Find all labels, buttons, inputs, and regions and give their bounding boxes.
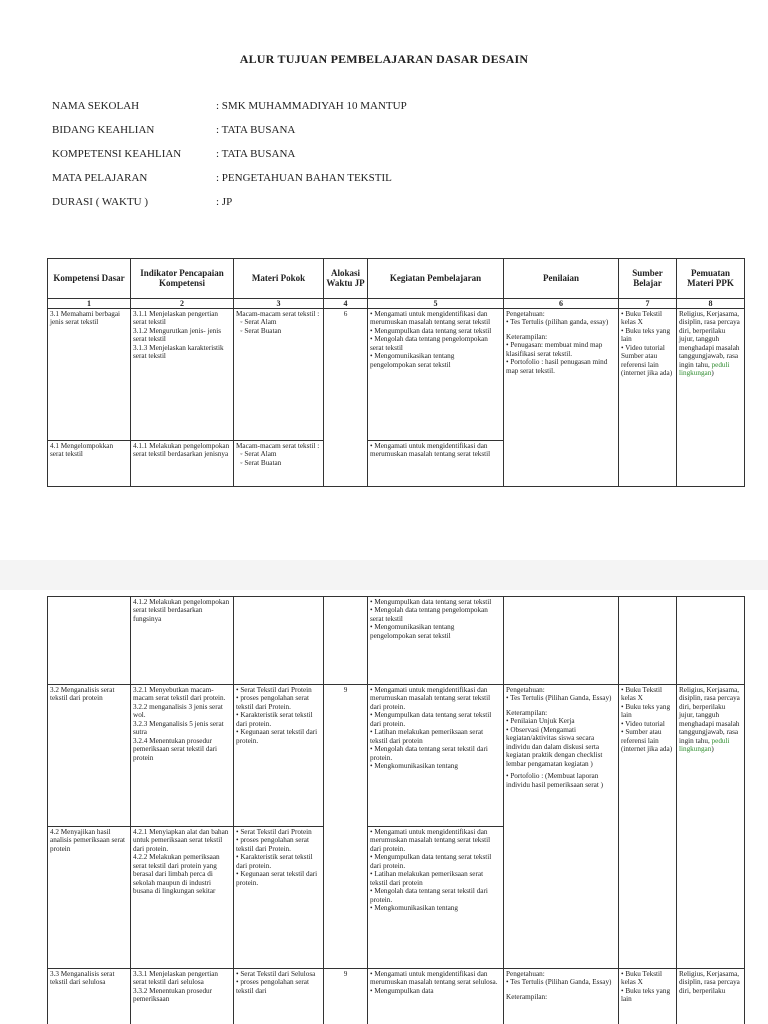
table-row (48, 969, 745, 1024)
column-number: 7 (619, 299, 677, 309)
header-cell: Pemuatan Materi PPK (677, 259, 745, 299)
ipk-cell (131, 827, 234, 969)
materi-item: • Serat Tekstil dari Selulosa (236, 970, 316, 978)
materi-item: • Kegunaan serat tekstil dari protein. (236, 728, 318, 745)
kegiatan-cell (368, 685, 504, 827)
ipk-cell (131, 969, 234, 1024)
kd-cell: 4.2 Menyajikan hasil analisis pemeriksaan serat protein (48, 827, 131, 969)
header-cell: Kompetensi Dasar (48, 259, 131, 299)
materi-item: • proses pengolahan serat tekstil dari Protein. (236, 836, 309, 853)
materi-cell (234, 441, 324, 487)
penilaian-item: Keterampilan: (506, 992, 548, 1001)
ppk-highlight: peduli lingkungan (679, 736, 730, 754)
penilaian-item: • Portofolio : hasil penugasan mind map serat tekstil. (506, 358, 608, 375)
header-cell: Materi Pokok (234, 259, 324, 299)
sumber-item: • Video tutorial Sumber atau referensi lain (internet jika ada) (621, 343, 673, 378)
sumber-item: • Buku teks yang lain (621, 986, 671, 1004)
sumber-item: • Buku teks yang lain (621, 326, 671, 344)
kegiatan-item: • Mengomunikasikan tentang pengelompokan serat tekstil (370, 352, 455, 369)
penilaian-item: • Portofolio : (Membuat laporan individu hasil pemeriksaan serat ) (506, 772, 604, 789)
kegiatan-item: • Mengolah data tentang pengelompokan serat tekstil (370, 606, 488, 623)
ppk-cell: Religius, Kerjasama, disiplin, rasa percaya diri, berperilaku (677, 969, 745, 1024)
column-number: 6 (504, 299, 619, 309)
kegiatan-item: • Mengamati untuk mengidentifikasi dan merumuskan masalah tentang serat tekstil dari protein. (370, 828, 491, 853)
sumber-cell (619, 969, 677, 1024)
kegiatan-cell (368, 969, 504, 1024)
materi-item: ◦ Serat Buatan (240, 458, 282, 467)
penilaian-item: Keterampilan: (506, 708, 548, 717)
ipk-item: 3.2.4 Menentukan prosedur pemeriksaan serat tekstil dari protein (133, 736, 218, 762)
ipk-item: 3.2.1 Menyebutkan macam-macam serat tekstil dari protein. (133, 686, 226, 703)
kegiatan-cell (368, 441, 504, 487)
ipk-cell (131, 685, 234, 827)
header-cell: Alokasi Waktu JP (324, 259, 368, 299)
sumber-item: • Buku Tekstil kelas X (621, 970, 663, 987)
penilaian-item: Keterampilan: (506, 332, 548, 341)
ppk-cell (677, 597, 745, 685)
sumber-item: • Video tutorial (621, 719, 665, 728)
materi-item: • Karakteristik serat tekstil dari protein. (236, 711, 313, 728)
learning-flow-table-page2 (47, 596, 745, 1024)
penilaian-item: • Tes Tertulis (Pilihan Ganda, Essay) (506, 978, 612, 987)
ipk-cell (131, 441, 234, 487)
penilaian-item: Pengetahuan: (506, 310, 545, 318)
jp-cell: 6 (324, 309, 368, 487)
materi-cell (234, 969, 324, 1024)
kegiatan-item: • Mengolah data tentang serat tekstil dari protein. (370, 745, 488, 762)
kegiatan-item: • Mengolah data tentang pengelompokan serat tekstil (370, 335, 488, 352)
column-number: 1 (48, 299, 131, 309)
kd-cell: 3.2 Menganalisis serat tekstil dari protein (48, 685, 131, 827)
sumber-item: • Buku teks yang lain (621, 702, 671, 720)
info-key: MATA PELAJARAN (52, 172, 148, 184)
table-row (48, 685, 745, 827)
info-row (52, 124, 407, 148)
penilaian-item: • Tes Tertulis (pilihan ganda, essay) (506, 318, 609, 327)
ipk-item: 4.1.1 Melakukan pengelompokan serat tekstil berdasarkan jenisnya (133, 442, 230, 459)
kegiatan-item: • Mengumpulkan data tentang serat tekstil dari protein. (370, 711, 492, 728)
penilaian-cell (504, 685, 619, 969)
page-gap (0, 560, 768, 590)
kd-cell: 4.1 Mengelompokkan serat tekstil (48, 441, 131, 487)
kegiatan-item: • Mengamati untuk mengidentifikasi dan merumuskan masalah tentang serat tekstil (370, 310, 491, 327)
penilaian-item: • Penilaian Unjuk Kerja (506, 717, 575, 726)
materi-item: • Serat Tekstil dari Protein (236, 828, 312, 836)
info-key: BIDANG KEAHLIAN (52, 124, 155, 136)
sumber-item: • Buku Tekstil kelas X (621, 310, 663, 327)
ppk-highlight: peduli lingkungan (679, 360, 730, 378)
school-info (52, 100, 407, 220)
header-cell: Sumber Belajar (619, 259, 677, 299)
penilaian-item: • Observasi (Mengamati kegiatan/aktivitas siswa secara individu dan dalam diskusi serta kegiatan praktik dengan checklist lembar pengamatan kegiatan ) (506, 725, 603, 768)
materi-item: • proses pengolahan serat tekstil dari Protein. (236, 694, 309, 711)
ppk-text: Religius, Kerjasama, disiplin, rasa percaya diri, berperilaku jujur, tangguh menghadapi masalah tanggungjawab, rasa ingin tahu, (679, 686, 740, 745)
materi-item: • Serat Tekstil dari Protein (236, 686, 312, 694)
ipk-item: 3.3.2 Menentukan prosedur pemeriksaan (133, 986, 213, 1004)
info-row (52, 196, 407, 220)
materi-item: ◦ Serat Buatan (240, 326, 282, 335)
kd-cell (48, 597, 131, 685)
column-number: 5 (368, 299, 504, 309)
ipk-item: 3.3.1 Menjelaskan pengertian serat tekstil dari selulosa (133, 970, 219, 987)
materi-item: • Kegunaan serat tekstil dari protein. (236, 870, 318, 887)
penilaian-item: Pengetahuan: (506, 686, 545, 694)
materi-cell (234, 597, 324, 685)
kegiatan-item: • Mengamati untuk mengidentifikasi dan merumuskan masalah tentang serat selulosa. (370, 970, 498, 987)
header-cell: Penilaian (504, 259, 619, 299)
kegiatan-item: • Mengamati untuk mengidentifikasi dan merumuskan masalah tentang serat tekstil (370, 442, 491, 459)
materi-item: ◦ Serat Alam (240, 318, 277, 327)
ipk-item: 3.1.2 Mengurutkan jenis- jenis serat tekstil (133, 326, 222, 344)
ipk-item: 3.1.3 Menjelaskan karakteristik serat tekstil (133, 343, 224, 361)
ppk-text-end: ) (711, 745, 714, 754)
column-number: 2 (131, 299, 234, 309)
ipk-item: 3.2.2 menganalisis 3 jenis serat wol. (133, 702, 223, 720)
info-row (52, 172, 407, 196)
info-row (52, 100, 407, 124)
materi-cell (234, 685, 324, 827)
ipk-cell (131, 309, 234, 441)
penilaian-cell (504, 597, 619, 685)
kegiatan-item: • Mengomunikasikan tentang pengelompokan serat tekstil (370, 623, 455, 640)
ipk-cell (131, 597, 234, 685)
jp-cell (324, 597, 368, 685)
kegiatan-item: • Mengumpulkan data tentang serat tekstil dari protein. (370, 853, 492, 870)
materi-item: • proses pengolahan serat tekstil dari (236, 978, 309, 995)
ipk-item: 3.2.3 Menganalisis 5 jenis serat sutra (133, 719, 224, 737)
kd-cell: 3.3 Menganalisis serat tekstil dari selulosa (48, 969, 131, 1024)
ipk-item: 4.1.2 Melakukan pengelompokan serat tekstil berdasarkan fungsinya (133, 598, 230, 623)
info-value: : SMK MUHAMMADIYAH 10 MANTUP (216, 100, 407, 112)
penilaian-cell (504, 969, 619, 1024)
header-row (48, 259, 745, 299)
materi-item: Macam-macam serat tekstil : (236, 310, 320, 318)
materi-item: ◦ Serat Alam (240, 450, 277, 459)
ppk-text-end: ) (711, 369, 714, 378)
kegiatan-item: • Mengolah data tentang serat tekstil dari protein. (370, 887, 488, 904)
info-key: DURASI ( WAKTU ) (52, 196, 149, 208)
sumber-item: • Sumber atau referensi lain (internet jika ada) (621, 728, 673, 754)
info-value: : JP (216, 196, 233, 208)
column-number: 3 (234, 299, 324, 309)
document-title: ALUR TUJUAN PEMBELAJARAN DASAR DESAIN (239, 52, 529, 66)
info-key: NAMA SEKOLAH (52, 100, 140, 112)
kegiatan-item: • Latihan melakukan pemeriksaan serat tekstil dari protein (370, 728, 484, 745)
header-cell: Kegiatan Pembelajaran (368, 259, 504, 299)
penilaian-item: • Penugasan: membuat mind map klasifikasi serat tekstil. (506, 341, 603, 358)
ipk-item: 4.2.1 Menyiapkan alat dan bahan untuk pemeriksaan serat tekstil dari protein. (133, 828, 229, 853)
info-value: : PENGETAHUAN BAHAN TEKSTIL (216, 172, 392, 184)
ipk-item: 4.2.2 Melakukan pemeriksaan serat tekstil dari protein yang berasal dari limbah perca di sekolah maupun di industri busana di lingkungan sekitar (133, 853, 220, 896)
kd-cell: 3.1 Memahami berbagai jenis serat tekstil (48, 309, 131, 441)
materi-item: • Karakteristik serat tekstil dari protein. (236, 853, 313, 870)
kegiatan-cell (368, 309, 504, 441)
ppk-cell (677, 685, 745, 969)
kegiatan-item: • Mengumpulkan data tentang serat tekstil (370, 598, 492, 606)
info-key: KOMPETENSI KEAHLIAN (52, 148, 182, 160)
kegiatan-item: • Mengumpulkan data (370, 986, 434, 995)
jp-cell: 9 (324, 969, 368, 1024)
sumber-cell (619, 597, 677, 685)
sumber-cell (619, 309, 677, 487)
kegiatan-item: • Mengamati untuk mengidentifikasi dan merumuskan masalah tentang serat tekstil dari protein. (370, 686, 491, 711)
info-row (52, 148, 407, 172)
kegiatan-item: • Mengumpulkan data tentang serat tekstil (370, 326, 492, 335)
materi-cell (234, 827, 324, 969)
materi-cell (234, 309, 324, 441)
kegiatan-cell (368, 827, 504, 969)
info-value: : TATA BUSANA (216, 124, 296, 136)
learning-flow-table-page1 (47, 258, 745, 487)
kegiatan-cell (368, 597, 504, 685)
table-row (48, 597, 745, 685)
penilaian-item: • Tes Tertulis (Pilihan Ganda, Essay) (506, 694, 612, 703)
sumber-item: • Buku Tekstil kelas X (621, 686, 663, 703)
penilaian-item: Pengetahuan: (506, 970, 545, 978)
column-number: 8 (677, 299, 745, 309)
materi-item: Macam-macam serat tekstil : (236, 442, 320, 450)
info-value: : TATA BUSANA (216, 148, 296, 160)
column-number-row (48, 299, 745, 309)
ppk-text: Religius, Kerjasama, disiplin, rasa percaya diri, berperilaku jujur, tangguh menghadapi masalah tanggungjawab, rasa ingin tahu, (679, 310, 740, 369)
jp-cell: 9 (324, 685, 368, 969)
kegiatan-item: • Latihan melakukan pemeriksaan serat tekstil dari protein (370, 870, 484, 887)
penilaian-cell (504, 309, 619, 487)
sumber-cell (619, 685, 677, 969)
kegiatan-item: • Mengkomunikasikan tentang (370, 904, 458, 913)
column-number: 4 (324, 299, 368, 309)
ipk-item: 3.1.1 Menjelaskan pengertian serat tekstil (133, 310, 219, 327)
kegiatan-item: • Mengkomunikasikan tentang (370, 762, 458, 771)
ppk-cell (677, 309, 745, 487)
header-cell: Indikator Pencapaian Kompetensi (131, 259, 234, 299)
table-row (48, 309, 745, 441)
